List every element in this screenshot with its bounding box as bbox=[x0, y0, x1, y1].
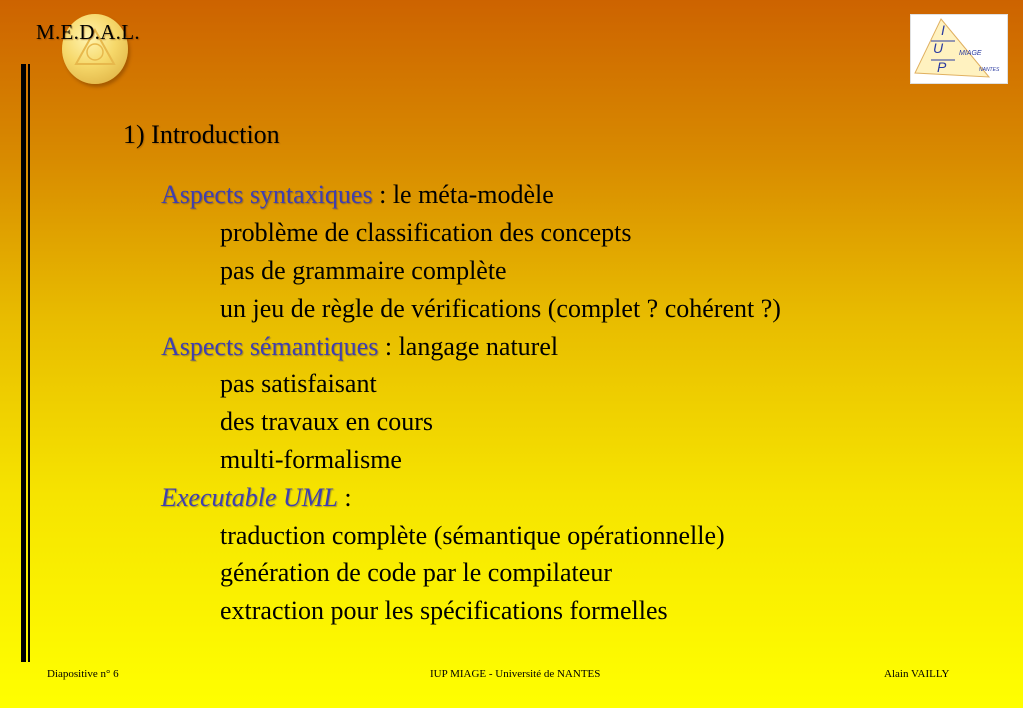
executable-heading: Executable UML bbox=[161, 483, 338, 512]
left-rule-thin bbox=[28, 64, 30, 662]
executable-rest: : bbox=[337, 483, 352, 512]
syntax-line bbox=[161, 180, 554, 210]
syntax-item: problème de classification des concepts bbox=[220, 218, 632, 247]
svg-text:NANTES: NANTES bbox=[979, 67, 1000, 73]
semantic-rest: : langage naturel bbox=[378, 332, 559, 361]
footer-institution: IUP MIAGE - Université de NANTES bbox=[430, 668, 601, 680]
executable-item: extraction pour les spécifications formelles bbox=[220, 596, 668, 625]
semantic-item: des travaux en cours bbox=[220, 407, 433, 436]
footer-slide-number: Diapositive n° 6 bbox=[47, 668, 119, 680]
header-title: M.E.D.A.L. bbox=[36, 20, 140, 44]
executable-item: génération de code par le compilateur bbox=[220, 558, 612, 587]
executable-line bbox=[161, 483, 352, 513]
syntax-item: pas de grammaire complète bbox=[220, 256, 507, 285]
semantic-item: pas satisfaisant bbox=[220, 369, 377, 398]
semantic-line bbox=[161, 332, 558, 362]
syntax-heading: Aspects syntaxiques bbox=[161, 180, 373, 209]
svg-text:U: U bbox=[933, 40, 944, 56]
section-title: 1) Introduction bbox=[123, 120, 280, 149]
svg-text:P: P bbox=[937, 59, 947, 75]
semantic-item: multi-formalisme bbox=[220, 445, 402, 474]
left-rule-thick bbox=[21, 64, 26, 662]
svg-text:I: I bbox=[941, 22, 945, 38]
syntax-item: un jeu de règle de vérifications (complet ? cohérent ?) bbox=[220, 294, 781, 323]
svg-text:MIAGE: MIAGE bbox=[959, 50, 982, 57]
iup-logo bbox=[910, 14, 1008, 84]
executable-item: traduction complète (sémantique opérationnelle) bbox=[220, 521, 725, 550]
semantic-heading: Aspects sémantiques bbox=[161, 332, 379, 361]
footer-author: Alain VAILLY bbox=[884, 668, 950, 680]
syntax-rest: : le méta-modèle bbox=[372, 180, 554, 209]
